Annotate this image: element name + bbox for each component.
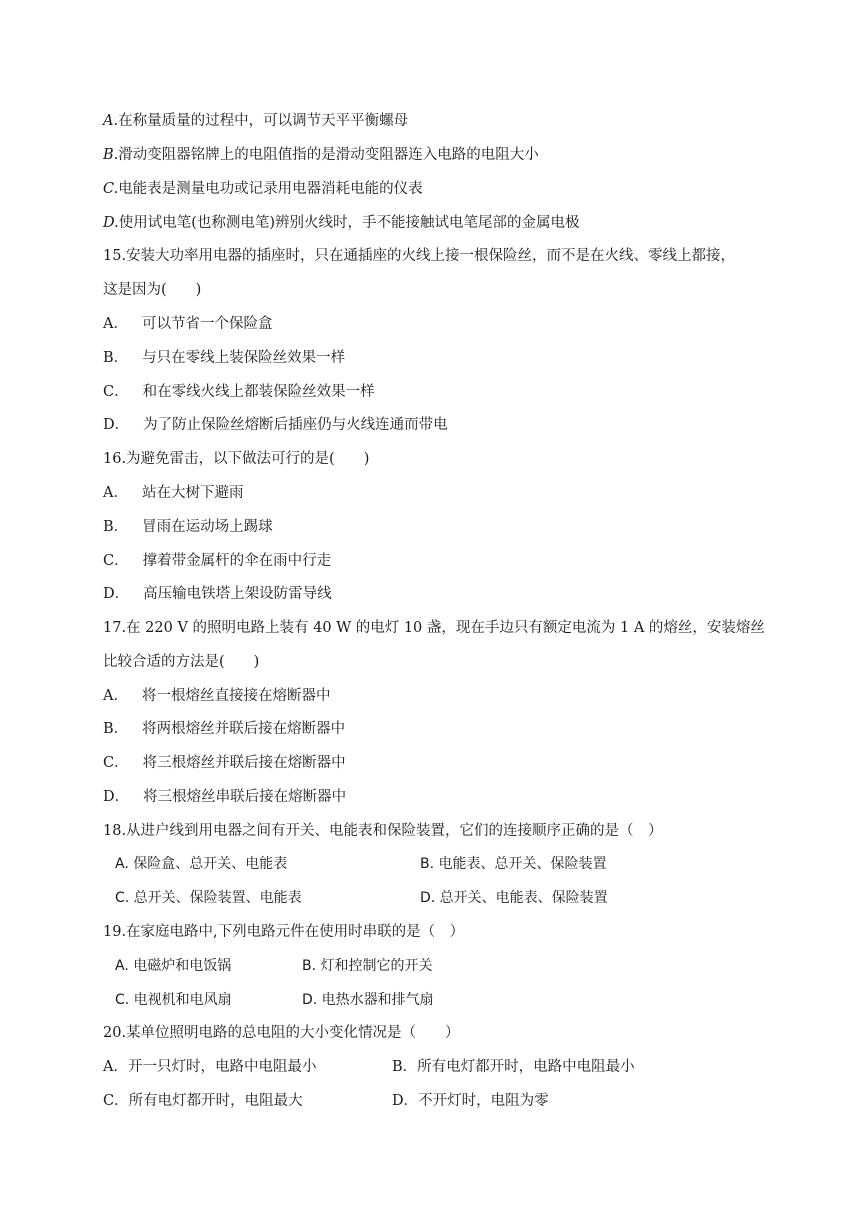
option-letter: A． [103,688,128,704]
q19-option-b: B. 灯和控制它的开关 [302,958,433,974]
q17-option-c [103,753,346,773]
q19-stem: 19.在家庭电路中,下列电路元件在使用时串联的是（ ） [103,924,465,940]
q17-stem-line2: 比较合适的方法是( ) [103,654,260,670]
q18-option-c: C. 总开关、保险装置、电能表 [115,890,302,906]
q18-option-b: B. 电能表、总开关、保险装置 [420,856,607,872]
option-text: 站在大树下避雨 [141,485,244,501]
option-letter: D． [103,586,130,602]
option-letter: B. [103,147,119,163]
option-text: 冒雨在运动场上踢球 [142,519,273,535]
q15-option-b [103,348,345,368]
option-letter: A． [103,316,128,332]
q16-option-d [103,584,332,604]
option-text: 高压输电铁塔上架设防雷导线 [143,586,332,602]
option-text: 可以节省一个保险盒 [141,316,273,332]
q16-option-c [103,551,331,571]
q16-option-b [103,517,273,537]
option-letter: A． [103,485,128,501]
q20-option-b: B．所有电灯都开时，电路中电阻最小 [392,1059,635,1075]
option-text: 将一根熔丝直接接在熔断器中 [141,688,331,704]
q17-option-d [103,787,346,807]
q18-option-a: A. 保险盒、总开关、电能表 [115,856,288,872]
option-text: 使用试电笔(也称测电笔)辨别火线时，手不能接触试电笔尾部的金属电极 [118,215,580,231]
option-text: 电能表是测量电功或记录用电器消耗电能的仪表 [118,181,423,197]
option-text: 撑着带金属杆的伞在雨中行走 [142,553,332,569]
option-text: 将三根熔丝串联后接在熔断器中 [143,789,347,805]
q19-option-c: C. 电视机和电风扇 [115,992,232,1008]
option-letter: C． [103,553,129,569]
q16-option-a [103,483,243,503]
q20-option-a: A．开一只灯时，电路中电阻最小 [103,1059,317,1075]
option-letter: B． [103,519,129,535]
option-text: 滑动变阻器铭牌上的电阻值指的是滑动变阻器连入电路的电阻大小 [118,147,539,163]
q18-stem: 18.从进户线到用电器之间有开关、电能表和保险装置，它们的连接顺序正确的是（ ） [103,823,663,839]
q15-option-c [103,382,375,402]
q14-option-c [103,179,423,199]
q19-option-a: A. 电磁炉和电饭锅 [115,958,232,974]
q14-option-d [103,213,580,233]
q20-option-c: C．所有电灯都开时，电阻最大 [103,1093,303,1109]
q18-option-d: D. 总开关、电能表、保险装置 [420,890,608,906]
q15-option-a [103,314,272,334]
option-letter: D. [103,215,119,231]
option-letter: C． [103,755,129,771]
q20-option-d: D．不开灯时，电阻为零 [392,1093,549,1109]
option-text: 和在零线火线上都装保险丝效果一样 [142,384,375,400]
option-letter: C． [103,384,129,400]
q14-option-a [103,111,408,131]
option-letter: B． [103,350,129,366]
option-text: 在称量质量的过程中，可以调节天平平衡螺母 [118,113,409,129]
option-text: 将两根熔丝并联后接在熔断器中 [142,721,346,737]
q19-option-d: D. 电热水器和排气扇 [302,992,434,1008]
option-text: 为了防止保险丝熔断后插座仍与火线连通而带电 [143,417,448,433]
option-letter: D． [103,789,130,805]
q15-option-d [103,415,448,435]
option-letter: C. [103,181,119,197]
q15-stem-line2: 这是因为( ) [103,282,202,298]
q15-stem-line1: 15.安装大功率用电器的插座时，只在通插座的火线上接一根保险丝，而不是在火线、零线上都接， [103,248,736,264]
q17-option-b [103,719,345,739]
q20-stem: 20.某单位照明电路的总电阻的大小变化情况是（ ） [103,1025,460,1041]
q17-stem-line1: 17.在 220 V 的照明电路上装有 40 W 的电灯 10 盏，现在手边只有额定电流为 1 A 的熔丝，安装熔丝 [103,620,765,636]
option-letter: D． [103,417,130,433]
option-letter: B． [103,721,129,737]
q16-stem: 16.为避免雷击，以下做法可行的是( ) [103,451,370,467]
q17-option-a [103,686,330,706]
option-text: 将三根熔丝并联后接在熔断器中 [142,755,346,771]
option-text: 与只在零线上装保险丝效果一样 [142,350,346,366]
q14-option-b [103,145,539,165]
option-letter: A. [103,113,119,129]
